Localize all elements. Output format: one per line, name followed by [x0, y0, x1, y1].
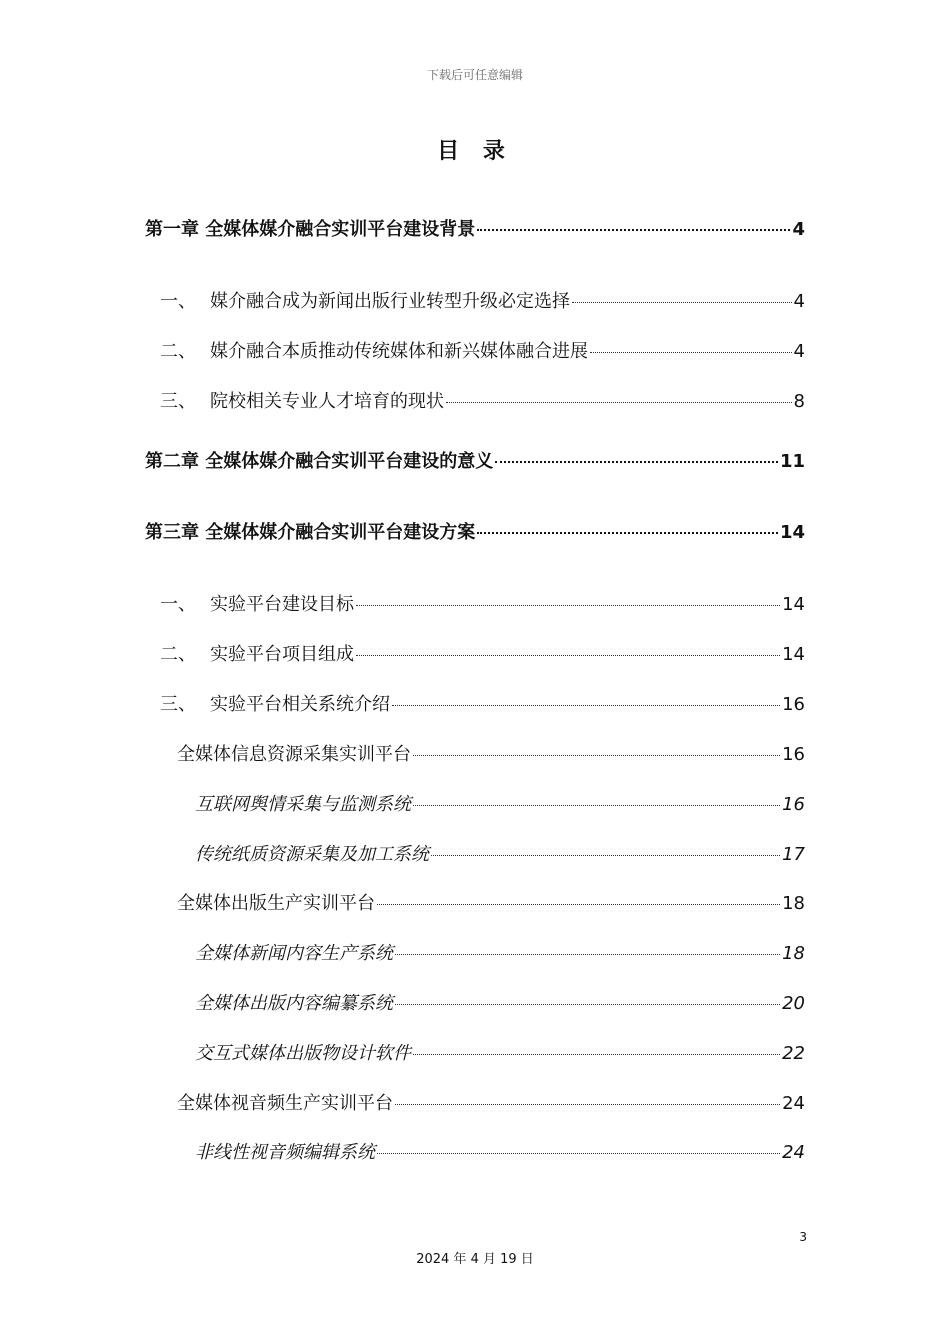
page-number: 3 — [799, 1230, 807, 1244]
toc-entry-chapter-1[interactable] — [145, 215, 805, 241]
toc-entry-text: 实验平台相关系统介绍 — [210, 694, 390, 715]
toc-entry-text: 传统纸质资源采集及加工系统 — [195, 844, 429, 865]
toc-entry-page: 4 — [793, 291, 805, 312]
toc-entry-page: 24 — [782, 1142, 805, 1163]
toc-entry-item[interactable] — [195, 840, 805, 866]
dot-leader — [413, 1054, 780, 1055]
dot-leader — [356, 655, 780, 656]
toc-entry-text: 院校相关专业人才培育的现状 — [210, 391, 444, 412]
toc-entry-text: 媒介融合本质推动传统媒体和新兴媒体融合进展 — [210, 341, 588, 362]
toc-entry-page: 11 — [779, 451, 805, 472]
toc-entry-page: 4 — [792, 219, 805, 240]
toc-entry-number: 二、 — [160, 341, 196, 362]
toc-entry-section[interactable] — [160, 337, 805, 363]
dot-leader — [495, 461, 778, 463]
toc-entry-page: 14 — [782, 644, 805, 665]
toc-entry-number: 一、 — [160, 594, 196, 615]
toc-entry-text: 非线性视音频编辑系统 — [195, 1142, 375, 1163]
toc-entry-item[interactable] — [195, 939, 805, 965]
toc-entry-item[interactable] — [195, 1039, 805, 1065]
dot-leader — [395, 1104, 780, 1105]
toc-entry-text: 互联网舆情采集与监测系统 — [195, 794, 411, 815]
toc-entry-text: 全媒体视音频生产实训平台 — [177, 1093, 393, 1114]
dot-leader — [392, 705, 780, 706]
toc-entry-item[interactable] — [195, 1138, 805, 1164]
dot-leader — [413, 805, 780, 806]
dot-leader — [377, 1153, 780, 1154]
toc-entry-subsection[interactable] — [177, 1089, 805, 1115]
dot-leader — [477, 229, 790, 231]
toc-entry-page: 18 — [782, 893, 805, 914]
toc-entry-page: 16 — [782, 794, 805, 815]
dot-leader — [446, 402, 792, 403]
dot-leader — [431, 855, 780, 856]
toc-entry-section[interactable] — [160, 387, 805, 413]
toc-entry-number: 二、 — [160, 644, 196, 665]
dot-leader — [356, 605, 780, 606]
toc-entry-section[interactable] — [160, 690, 805, 716]
toc-entry-text: 全媒体出版生产实训平台 — [177, 893, 375, 914]
toc-entry-text: 实验平台项目组成 — [210, 644, 354, 665]
dot-leader — [413, 755, 780, 756]
toc-entry-text: 全媒体新闻内容生产系统 — [195, 943, 393, 964]
toc-entry-text: 全媒体信息资源采集实训平台 — [177, 744, 411, 765]
toc-entry-number: 三、 — [160, 694, 196, 715]
dot-leader — [395, 954, 780, 955]
toc-entry-number: 一、 — [160, 291, 196, 312]
toc-entry-page: 16 — [782, 694, 805, 715]
toc-entry-section[interactable] — [160, 590, 805, 616]
toc-entry-page: 24 — [782, 1093, 805, 1114]
toc-entry-text: 第一章 全媒体媒介融合实训平台建设背景 — [145, 219, 476, 240]
toc-entry-number: 三、 — [160, 391, 196, 412]
toc-entry-page: 22 — [782, 1043, 805, 1064]
toc-entry-section[interactable] — [160, 287, 805, 313]
toc-title: 目 录 — [437, 139, 513, 164]
toc-entry-item[interactable] — [195, 989, 805, 1015]
toc-entry-section[interactable] — [160, 640, 805, 666]
toc-entry-text: 交互式媒体出版物设计软件 — [195, 1043, 411, 1064]
toc-entry-text: 全媒体出版内容编纂系统 — [195, 993, 393, 1014]
dot-leader — [572, 302, 792, 303]
toc-entry-subsection[interactable] — [177, 740, 805, 766]
toc-entry-page: 18 — [782, 943, 805, 964]
toc-entry-page: 14 — [779, 522, 805, 543]
toc-entry-page: 8 — [793, 391, 805, 412]
toc-entry-chapter-2[interactable] — [145, 447, 805, 473]
toc-entry-text: 第三章 全媒体媒介融合实训平台建设方案 — [145, 522, 476, 543]
toc-entry-item[interactable] — [195, 790, 805, 816]
toc-entry-text: 第二章 全媒体媒介融合实训平台建设的意义 — [145, 451, 494, 472]
toc-entry-page: 17 — [782, 844, 805, 865]
dot-leader — [477, 532, 778, 534]
dot-leader — [395, 1004, 780, 1005]
dot-leader — [590, 352, 792, 353]
toc-entry-page: 4 — [793, 341, 805, 362]
toc-entry-subsection[interactable] — [177, 889, 805, 915]
toc-entry-page: 16 — [782, 744, 805, 765]
toc-entry-text: 实验平台建设目标 — [210, 594, 354, 615]
toc-entry-text: 媒介融合成为新闻出版行业转型升级必定选择 — [210, 291, 570, 312]
toc-entry-page: 14 — [782, 594, 805, 615]
toc-entry-chapter-3[interactable] — [145, 518, 805, 544]
footer-date: 2024 年 4 月 19 日 — [416, 1252, 534, 1267]
header-note: 下载后可任意编辑 — [426, 68, 523, 82]
dot-leader — [377, 904, 780, 905]
toc-entry-page: 20 — [782, 993, 805, 1014]
